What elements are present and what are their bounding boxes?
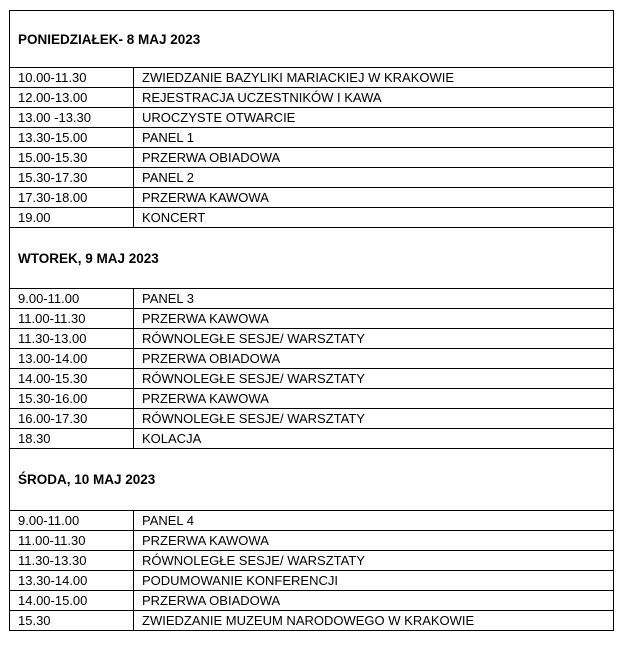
table-row — [10, 148, 614, 168]
event-cell: PRZERWA KAWOWA — [134, 389, 614, 409]
time-cell: 11.30-13.30 — [10, 551, 134, 571]
time-cell: 13.00 -13.30 — [10, 108, 134, 128]
table-row — [10, 128, 614, 148]
time-cell: 15.00-15.30 — [10, 148, 134, 168]
time-cell: 14.00-15.00 — [10, 591, 134, 611]
event-cell: REJESTRACJA UCZESTNIKÓW I KAWA — [134, 88, 614, 108]
time-cell: 11.00-11.30 — [10, 531, 134, 551]
event-cell: PRZERWA OBIADOWA — [134, 148, 614, 168]
event-cell: RÓWNOLEGŁE SESJE/ WARSZTATY — [134, 409, 614, 429]
table-row — [10, 571, 614, 591]
event-cell: PRZERWA KAWOWA — [134, 309, 614, 329]
day-header-row-wednesday — [10, 449, 614, 511]
time-cell: 11.30-13.00 — [10, 329, 134, 349]
time-cell: 15.30-16.00 — [10, 389, 134, 409]
event-cell: PRZERWA OBIADOWA — [134, 349, 614, 369]
table-row — [10, 289, 614, 309]
table-row — [10, 409, 614, 429]
table-row — [10, 329, 614, 349]
table-row — [10, 349, 614, 369]
event-cell: PANEL 4 — [134, 511, 614, 531]
conference-schedule — [9, 10, 614, 631]
time-cell: 15.30-17.30 — [10, 168, 134, 188]
event-cell: ZWIEDZANIE BAZYLIKI MARIACKIEJ W KRAKOWIE — [134, 68, 614, 88]
table-row — [10, 611, 614, 631]
time-cell: 9.00-11.00 — [10, 289, 134, 309]
table-row — [10, 208, 614, 228]
day-header-row-monday — [10, 11, 614, 68]
table-row — [10, 531, 614, 551]
time-cell: 13.00-14.00 — [10, 349, 134, 369]
time-cell: 11.00-11.30 — [10, 309, 134, 329]
table-row — [10, 551, 614, 571]
event-cell: KOLACJA — [134, 429, 614, 449]
time-cell: 13.30-15.00 — [10, 128, 134, 148]
event-cell: PODUMOWANIE KONFERENCJI — [134, 571, 614, 591]
day-header-wednesday: ŚRODA, 10 MAJ 2023 — [10, 449, 614, 511]
table-row — [10, 591, 614, 611]
table-row — [10, 188, 614, 208]
event-cell: PANEL 3 — [134, 289, 614, 309]
table-row — [10, 511, 614, 531]
table-row — [10, 108, 614, 128]
table-row — [10, 88, 614, 108]
table-row — [10, 168, 614, 188]
day-header-row-tuesday — [10, 228, 614, 289]
event-cell: ZWIEDZANIE MUZEUM NARODOWEGO W KRAKOWIE — [134, 611, 614, 631]
event-cell: PRZERWA OBIADOWA — [134, 591, 614, 611]
table-row — [10, 68, 614, 88]
conference-schedule-table — [9, 10, 614, 631]
time-cell: 12.00-13.00 — [10, 88, 134, 108]
time-cell: 15.30 — [10, 611, 134, 631]
event-cell: RÓWNOLEGŁE SESJE/ WARSZTATY — [134, 551, 614, 571]
day-header-monday: PONIEDZIAŁEK- 8 MAJ 2023 — [10, 11, 614, 68]
time-cell: 19.00 — [10, 208, 134, 228]
event-cell: PRZERWA KAWOWA — [134, 531, 614, 551]
event-cell: RÓWNOLEGŁE SESJE/ WARSZTATY — [134, 329, 614, 349]
table-row — [10, 389, 614, 409]
table-row — [10, 429, 614, 449]
time-cell: 14.00-15.30 — [10, 369, 134, 389]
time-cell: 17.30-18.00 — [10, 188, 134, 208]
event-cell: UROCZYSTE OTWARCIE — [134, 108, 614, 128]
event-cell: KONCERT — [134, 208, 614, 228]
day-header-tuesday: WTOREK, 9 MAJ 2023 — [10, 228, 614, 289]
time-cell: 10.00-11.30 — [10, 68, 134, 88]
time-cell: 16.00-17.30 — [10, 409, 134, 429]
event-cell: PANEL 1 — [134, 128, 614, 148]
event-cell: PRZERWA KAWOWA — [134, 188, 614, 208]
time-cell: 9.00-11.00 — [10, 511, 134, 531]
time-cell: 18.30 — [10, 429, 134, 449]
table-row — [10, 369, 614, 389]
table-row — [10, 309, 614, 329]
event-cell: RÓWNOLEGŁE SESJE/ WARSZTATY — [134, 369, 614, 389]
time-cell: 13.30-14.00 — [10, 571, 134, 591]
event-cell: PANEL 2 — [134, 168, 614, 188]
